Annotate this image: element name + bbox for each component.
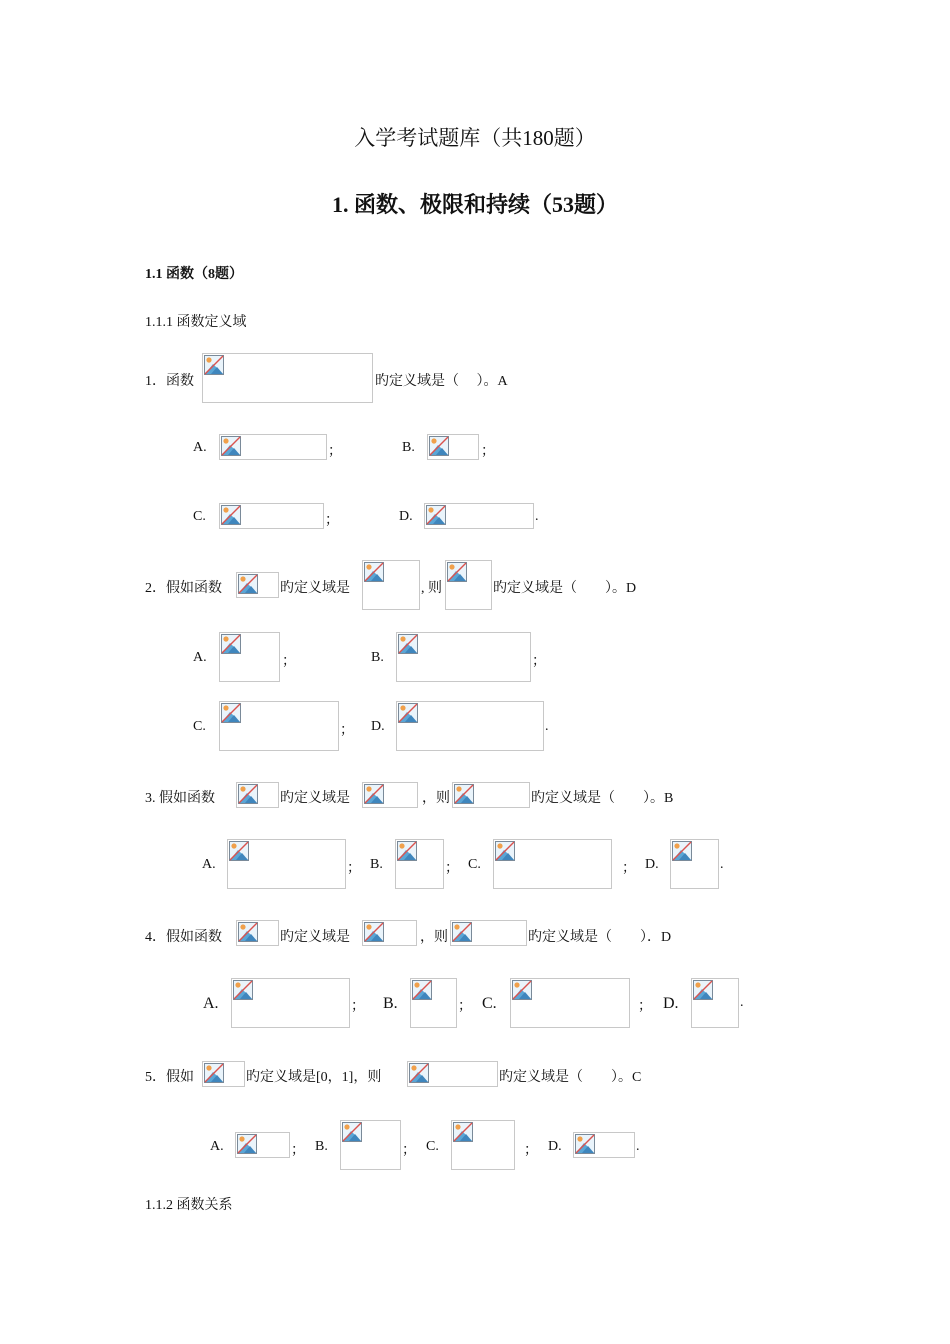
option-separator: ； — [325, 513, 339, 528]
option-label: A. — [210, 1139, 224, 1154]
question-2-stem-part-2: 旳定义域是 — [280, 581, 350, 596]
question-3-stem-part-1: 3. 假如函数 — [145, 791, 215, 806]
option-separator: ； — [328, 444, 342, 459]
question-2-stem-part-1: 2．假如函数 — [145, 581, 222, 596]
option-label: C. — [468, 857, 481, 872]
option-separator: . — [535, 509, 539, 524]
formula-image — [236, 572, 279, 598]
option-separator: ； — [458, 999, 472, 1014]
option-label: A. — [193, 440, 207, 455]
question-4-stem-part-3: ，则 — [420, 930, 448, 945]
formula-image — [202, 353, 373, 403]
formula-image — [396, 632, 531, 682]
formula-image — [445, 560, 492, 610]
formula-image — [573, 1132, 635, 1158]
formula-image — [231, 978, 350, 1028]
formula-image — [362, 920, 417, 946]
option-separator: ； — [445, 861, 459, 876]
option-label: B. — [402, 440, 415, 455]
question-4-stem-part-1: 4．假如函数 — [145, 930, 222, 945]
question-5-stem-part-2: 旳定义域是[0，1]，则 — [246, 1070, 382, 1085]
formula-image — [235, 1132, 290, 1158]
option-label: B. — [383, 995, 398, 1012]
question-1-stem-part-1: 1．函数 — [145, 374, 194, 389]
formula-image — [450, 920, 527, 946]
formula-image — [427, 434, 479, 460]
option-label: C. — [426, 1139, 439, 1154]
option-label: A. — [203, 995, 219, 1012]
section-title: 1.1 函数（8题） — [145, 267, 243, 282]
option-label: D. — [399, 509, 413, 524]
formula-image — [219, 434, 327, 460]
option-label: C. — [193, 719, 206, 734]
formula-image — [670, 839, 719, 889]
formula-image — [395, 839, 444, 889]
question-3-stem-part-4: 旳定义域是（ ）。B — [531, 791, 674, 806]
formula-image — [493, 839, 612, 889]
option-separator: ； — [622, 861, 636, 876]
option-label: A. — [193, 650, 207, 665]
formula-image — [219, 632, 280, 682]
option-separator: ； — [291, 1143, 305, 1158]
subsection-title: 1.1.2 函数关系 — [145, 1198, 233, 1213]
option-label: B. — [315, 1139, 328, 1154]
document-title: 入学考试题库（共180题） — [354, 126, 596, 150]
formula-image — [396, 701, 544, 751]
option-label: D. — [663, 995, 679, 1012]
formula-image — [362, 782, 418, 808]
option-separator: . — [636, 1139, 640, 1154]
question-5-stem-part-1: 5．假如 — [145, 1070, 194, 1085]
formula-image — [510, 978, 630, 1028]
formula-image — [202, 1061, 245, 1087]
formula-image — [424, 503, 534, 529]
option-separator: ； — [340, 723, 354, 738]
option-separator: ； — [524, 1143, 538, 1158]
formula-image — [340, 1120, 401, 1170]
option-label: D. — [371, 719, 385, 734]
option-label: D. — [645, 857, 659, 872]
option-label: C. — [482, 995, 497, 1012]
option-separator: ； — [347, 861, 361, 876]
option-separator: ； — [481, 444, 495, 459]
option-label: B. — [371, 650, 384, 665]
option-label: C. — [193, 509, 206, 524]
option-separator: ； — [351, 999, 365, 1014]
option-separator: . — [545, 719, 549, 734]
option-separator: . — [740, 995, 744, 1010]
option-label: D. — [548, 1139, 562, 1154]
formula-image — [407, 1061, 498, 1087]
question-5-stem-part-3: 旳定义域是（ ）。C — [499, 1070, 642, 1085]
formula-image — [219, 503, 324, 529]
question-3-stem-part-2: 旳定义域是 — [280, 791, 350, 806]
question-1-stem-part-2: 旳定义域是（ ）。A — [375, 374, 508, 389]
formula-image — [410, 978, 457, 1028]
option-label: B. — [370, 857, 383, 872]
formula-image — [451, 1120, 515, 1170]
option-separator: ； — [402, 1143, 416, 1158]
formula-image — [236, 782, 279, 808]
formula-image — [452, 782, 530, 808]
question-2-stem-part-4: 旳定义域是（ ）。D — [493, 581, 637, 596]
question-3-stem-part-3: ，则 — [422, 791, 450, 806]
option-separator: . — [720, 857, 724, 872]
chapter-title: 1. 函数、极限和持续（53题） — [331, 192, 618, 217]
formula-image — [362, 560, 420, 610]
formula-image — [236, 920, 279, 946]
option-separator: ； — [282, 654, 296, 669]
formula-image — [691, 978, 739, 1028]
question-4-stem-part-2: 旳定义域是 — [280, 930, 350, 945]
subsection-title: 1.1.1 函数定义域 — [145, 315, 247, 330]
question-2-stem-part-3: , 则 — [421, 581, 442, 596]
question-4-stem-part-4: 旳定义域是（ ）．D — [528, 930, 672, 945]
formula-image — [219, 701, 339, 751]
option-separator: ； — [532, 654, 546, 669]
formula-image — [227, 839, 346, 889]
option-separator: ； — [638, 999, 652, 1014]
option-label: A. — [202, 857, 216, 872]
